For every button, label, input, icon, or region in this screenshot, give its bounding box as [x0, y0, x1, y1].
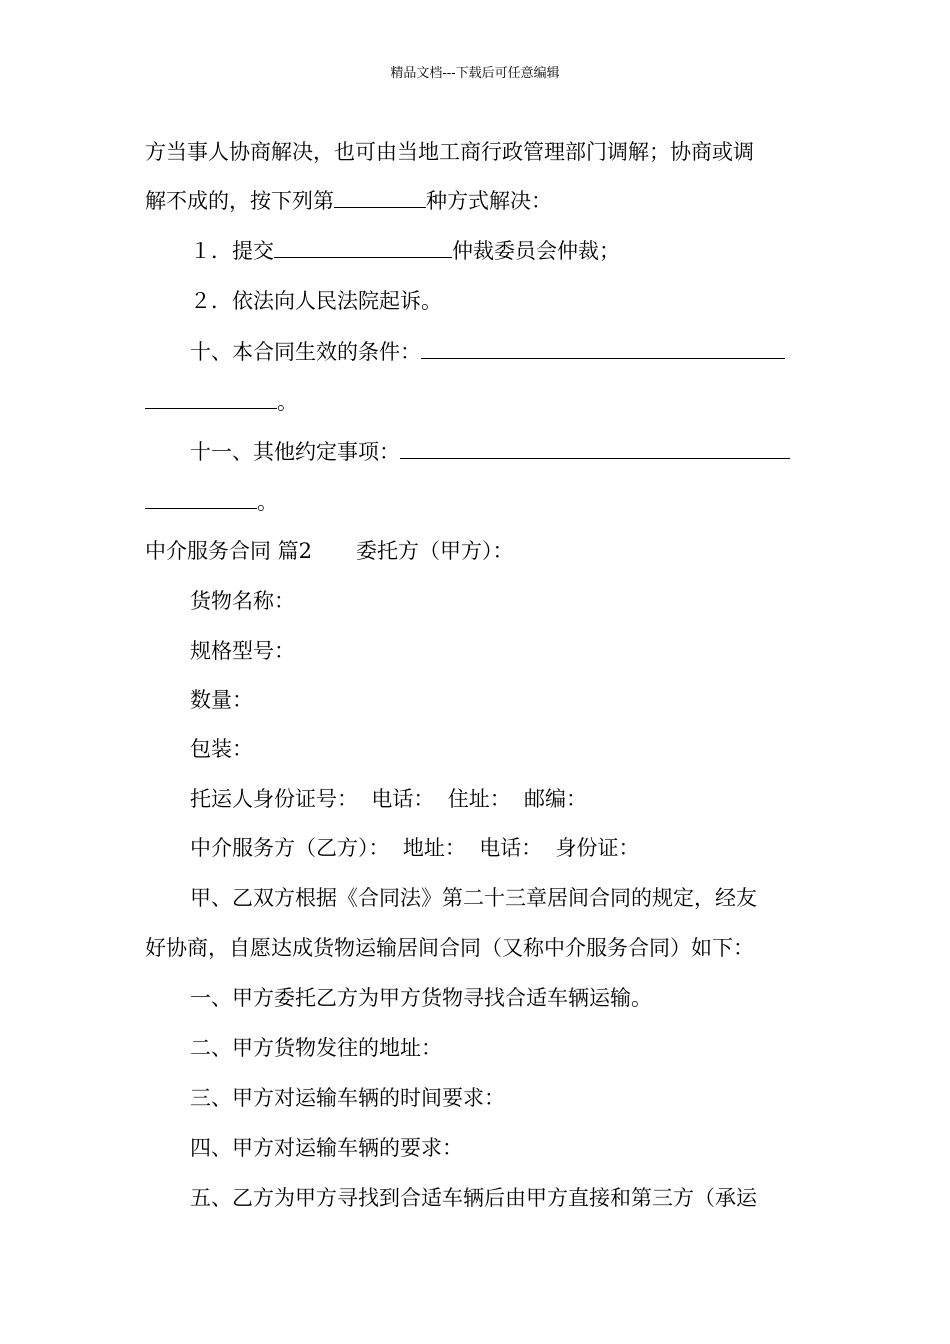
text-line: [145, 487, 805, 517]
section-title: [145, 536, 805, 566]
text-line: [145, 387, 805, 417]
fill-blank: [400, 437, 790, 459]
text-line: 三、甲方对运输车辆的时间要求：: [190, 1086, 505, 1110]
text-line: 数量：: [190, 688, 253, 712]
text-line: [190, 236, 850, 266]
text-line: [190, 437, 850, 467]
text-segment: 委托方（甲方）：: [356, 539, 514, 563]
text-line: 四、甲方对运输车辆的要求：: [190, 1136, 463, 1160]
text-segment: 仲裁委员会仲裁；: [452, 239, 620, 263]
text-segment: 。: [277, 390, 298, 414]
text-line: 托运人身份证号： 电话： 住址： 邮编：: [190, 787, 588, 811]
fill-blank: [145, 387, 277, 409]
text-line: 中介服务方（乙方）： 地址： 电话： 身份证：: [190, 836, 640, 860]
section-heading: 中介服务合同 篇2: [145, 539, 313, 563]
text-segment: 种方式解决：: [426, 189, 552, 213]
text-line: 货物名称：: [190, 589, 295, 613]
text-line: [190, 337, 850, 367]
text-line: [145, 186, 805, 216]
text-line: 二、甲方货物发往的地址：: [190, 1036, 442, 1060]
page-header: 精品文档---下载后可任意编辑: [390, 66, 560, 81]
text-line: 五、乙方为甲方寻找到合适车辆后由甲方直接和第三方（承运: [190, 1186, 757, 1210]
fill-blank: [274, 236, 452, 258]
text-line: 方当事人协商解决，也可由当地工商行政管理部门调解；协商或调: [145, 140, 754, 164]
text-line: 包装：: [190, 737, 253, 761]
text-segment: 解不成的，按下列第: [145, 189, 334, 213]
text-segment: 十一、其他约定事项：: [190, 440, 400, 464]
text-line: 甲、乙双方根据《合同法》第二十三章居间合同的规定，经友: [190, 886, 757, 910]
fill-blank: [145, 487, 257, 509]
text-segment: １．提交: [190, 239, 274, 263]
text-segment: 。: [257, 490, 278, 514]
fill-blank: [334, 186, 426, 208]
text-line: ２．依法向人民法院起诉。: [190, 289, 442, 313]
text-line: 好协商，自愿达成货物运输居间合同（又称中介服务合同）如下：: [145, 936, 754, 960]
fill-blank: [421, 337, 785, 359]
text-line: 规格型号：: [190, 639, 295, 663]
text-segment: 十、本合同生效的条件：: [190, 340, 421, 364]
text-line: 一、甲方委托乙方为甲方货物寻找合适车辆运输。: [190, 986, 652, 1010]
